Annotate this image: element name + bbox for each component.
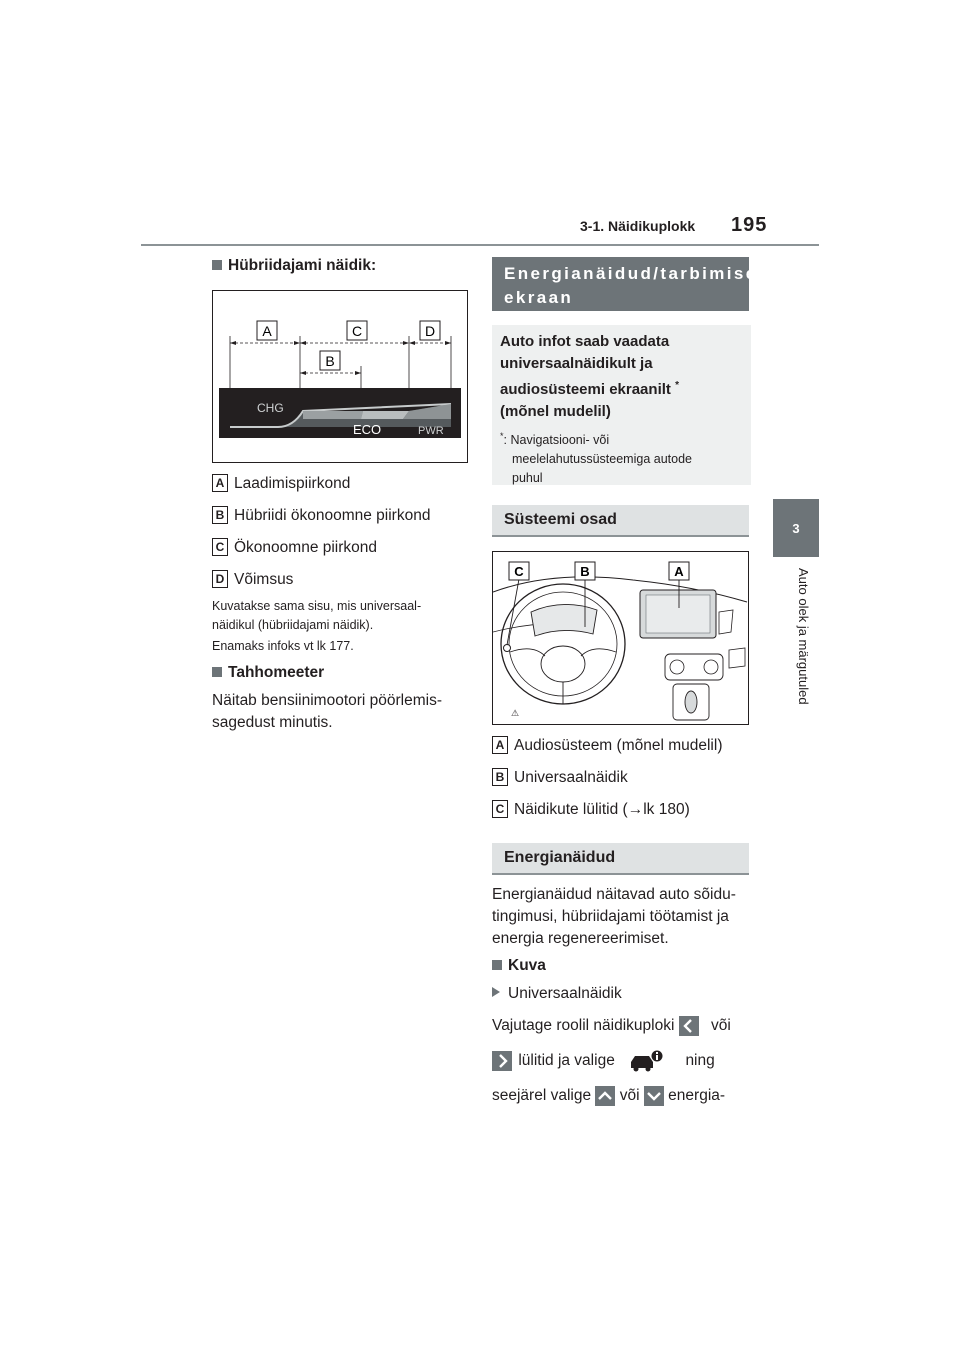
instruction-line: seejärel valige või energia- <box>492 1087 726 1105</box>
fig-letter-b: B <box>325 353 335 369</box>
header-rule <box>141 244 819 246</box>
fig-letter-d: D <box>424 323 436 339</box>
chevron-down-icon <box>644 1086 664 1106</box>
section-system-parts: Süsteemi osad <box>492 505 749 537</box>
fig-letter-b: B <box>580 564 590 579</box>
gauge-label-eco: ECO <box>353 422 382 437</box>
heading-hybrid-indicator: Hübriidajami näidik: <box>212 256 376 276</box>
square-bullet-icon <box>212 260 222 270</box>
dashboard-figure <box>492 551 749 725</box>
chapter-number: 3 <box>792 520 800 536</box>
section-energy-displays: Energianäidud <box>492 843 749 875</box>
heading-tachometer: Tahhomeeter <box>212 663 324 683</box>
label-badge: C <box>492 800 508 818</box>
list-item: B Universaalnäidik <box>492 768 628 788</box>
label-badge: C <box>212 538 228 556</box>
list-item: C Ökonoomne piirkond <box>212 538 377 558</box>
label-badge: A <box>492 736 508 754</box>
instruction-line: lülitid ja valige ning <box>492 1050 715 1072</box>
fig-letter-c: C <box>351 323 363 339</box>
car-info-icon <box>627 1050 667 1072</box>
label-badge: B <box>212 506 228 524</box>
instruction-line: Vajutage roolil näidikuploki või <box>492 1017 731 1035</box>
chapter-label: Auto olek ja märgutuled <box>796 568 811 705</box>
triangle-bullet-icon <box>492 987 500 997</box>
square-bullet-icon <box>492 960 502 970</box>
chevron-left-icon <box>679 1016 699 1036</box>
fig-letter-a: A <box>674 564 684 579</box>
info-box: Auto infot saab vaadata universaalnäidikult ja audiosüsteemi ekraanilt * (mõnel mudelil) *: Navigatsiooni- või meelelahutussüsteemiga autode puhul <box>492 325 751 485</box>
chevron-up-icon <box>595 1086 615 1106</box>
bullet-item: Universaalnäidik <box>492 984 622 1004</box>
label-badge: D <box>212 570 228 588</box>
list-item: D Võimsus <box>212 570 293 590</box>
hybrid-indicator-figure <box>212 290 468 463</box>
fig-letter-a: A <box>262 323 272 339</box>
energy-description: Energianäidud näitavad auto sõidu- tingimusi, hübriidajami töötamist ja energia regenereerimiset. <box>492 886 736 947</box>
list-item: A Audiosüsteem (mõnel mudelil) <box>492 736 722 756</box>
gauge-label-chg: CHG <box>257 401 284 415</box>
section-energy-screen: Energianäidud/tarbimise ekraan <box>492 257 749 311</box>
list-item: C Näidikute lülitid (→lk 180) <box>492 800 690 820</box>
note-reference: Enamaks infoks vt lk 177. <box>212 639 354 653</box>
note-text: Kuvatakse sama sisu, mis universaal- näidikul (hübriidajami näidik). <box>212 599 422 632</box>
label-badge: A <box>212 474 228 492</box>
svg-text:⚠: ⚠ <box>511 708 520 718</box>
hybrid-gauge-illustration <box>213 291 467 462</box>
page-number: 195 <box>731 214 768 236</box>
gauge-label-pwr: PWR <box>418 425 444 437</box>
tachometer-description: Näitab bensiinimootori pöörlemis- sagedust minutis. <box>212 692 443 731</box>
list-item: A Laadimispiirkond <box>212 474 350 494</box>
square-bullet-icon <box>212 667 222 677</box>
chevron-right-icon <box>492 1051 512 1071</box>
heading-display: Kuva <box>492 956 546 976</box>
section-title: 3-1. Näidikuplokk <box>580 218 696 234</box>
label-badge: B <box>492 768 508 786</box>
list-item: B Hübriidi ökonoomne piirkond <box>212 506 430 526</box>
fig-letter-c: C <box>514 564 524 579</box>
chapter-tab <box>773 499 819 557</box>
dashboard-illustration <box>493 552 748 724</box>
